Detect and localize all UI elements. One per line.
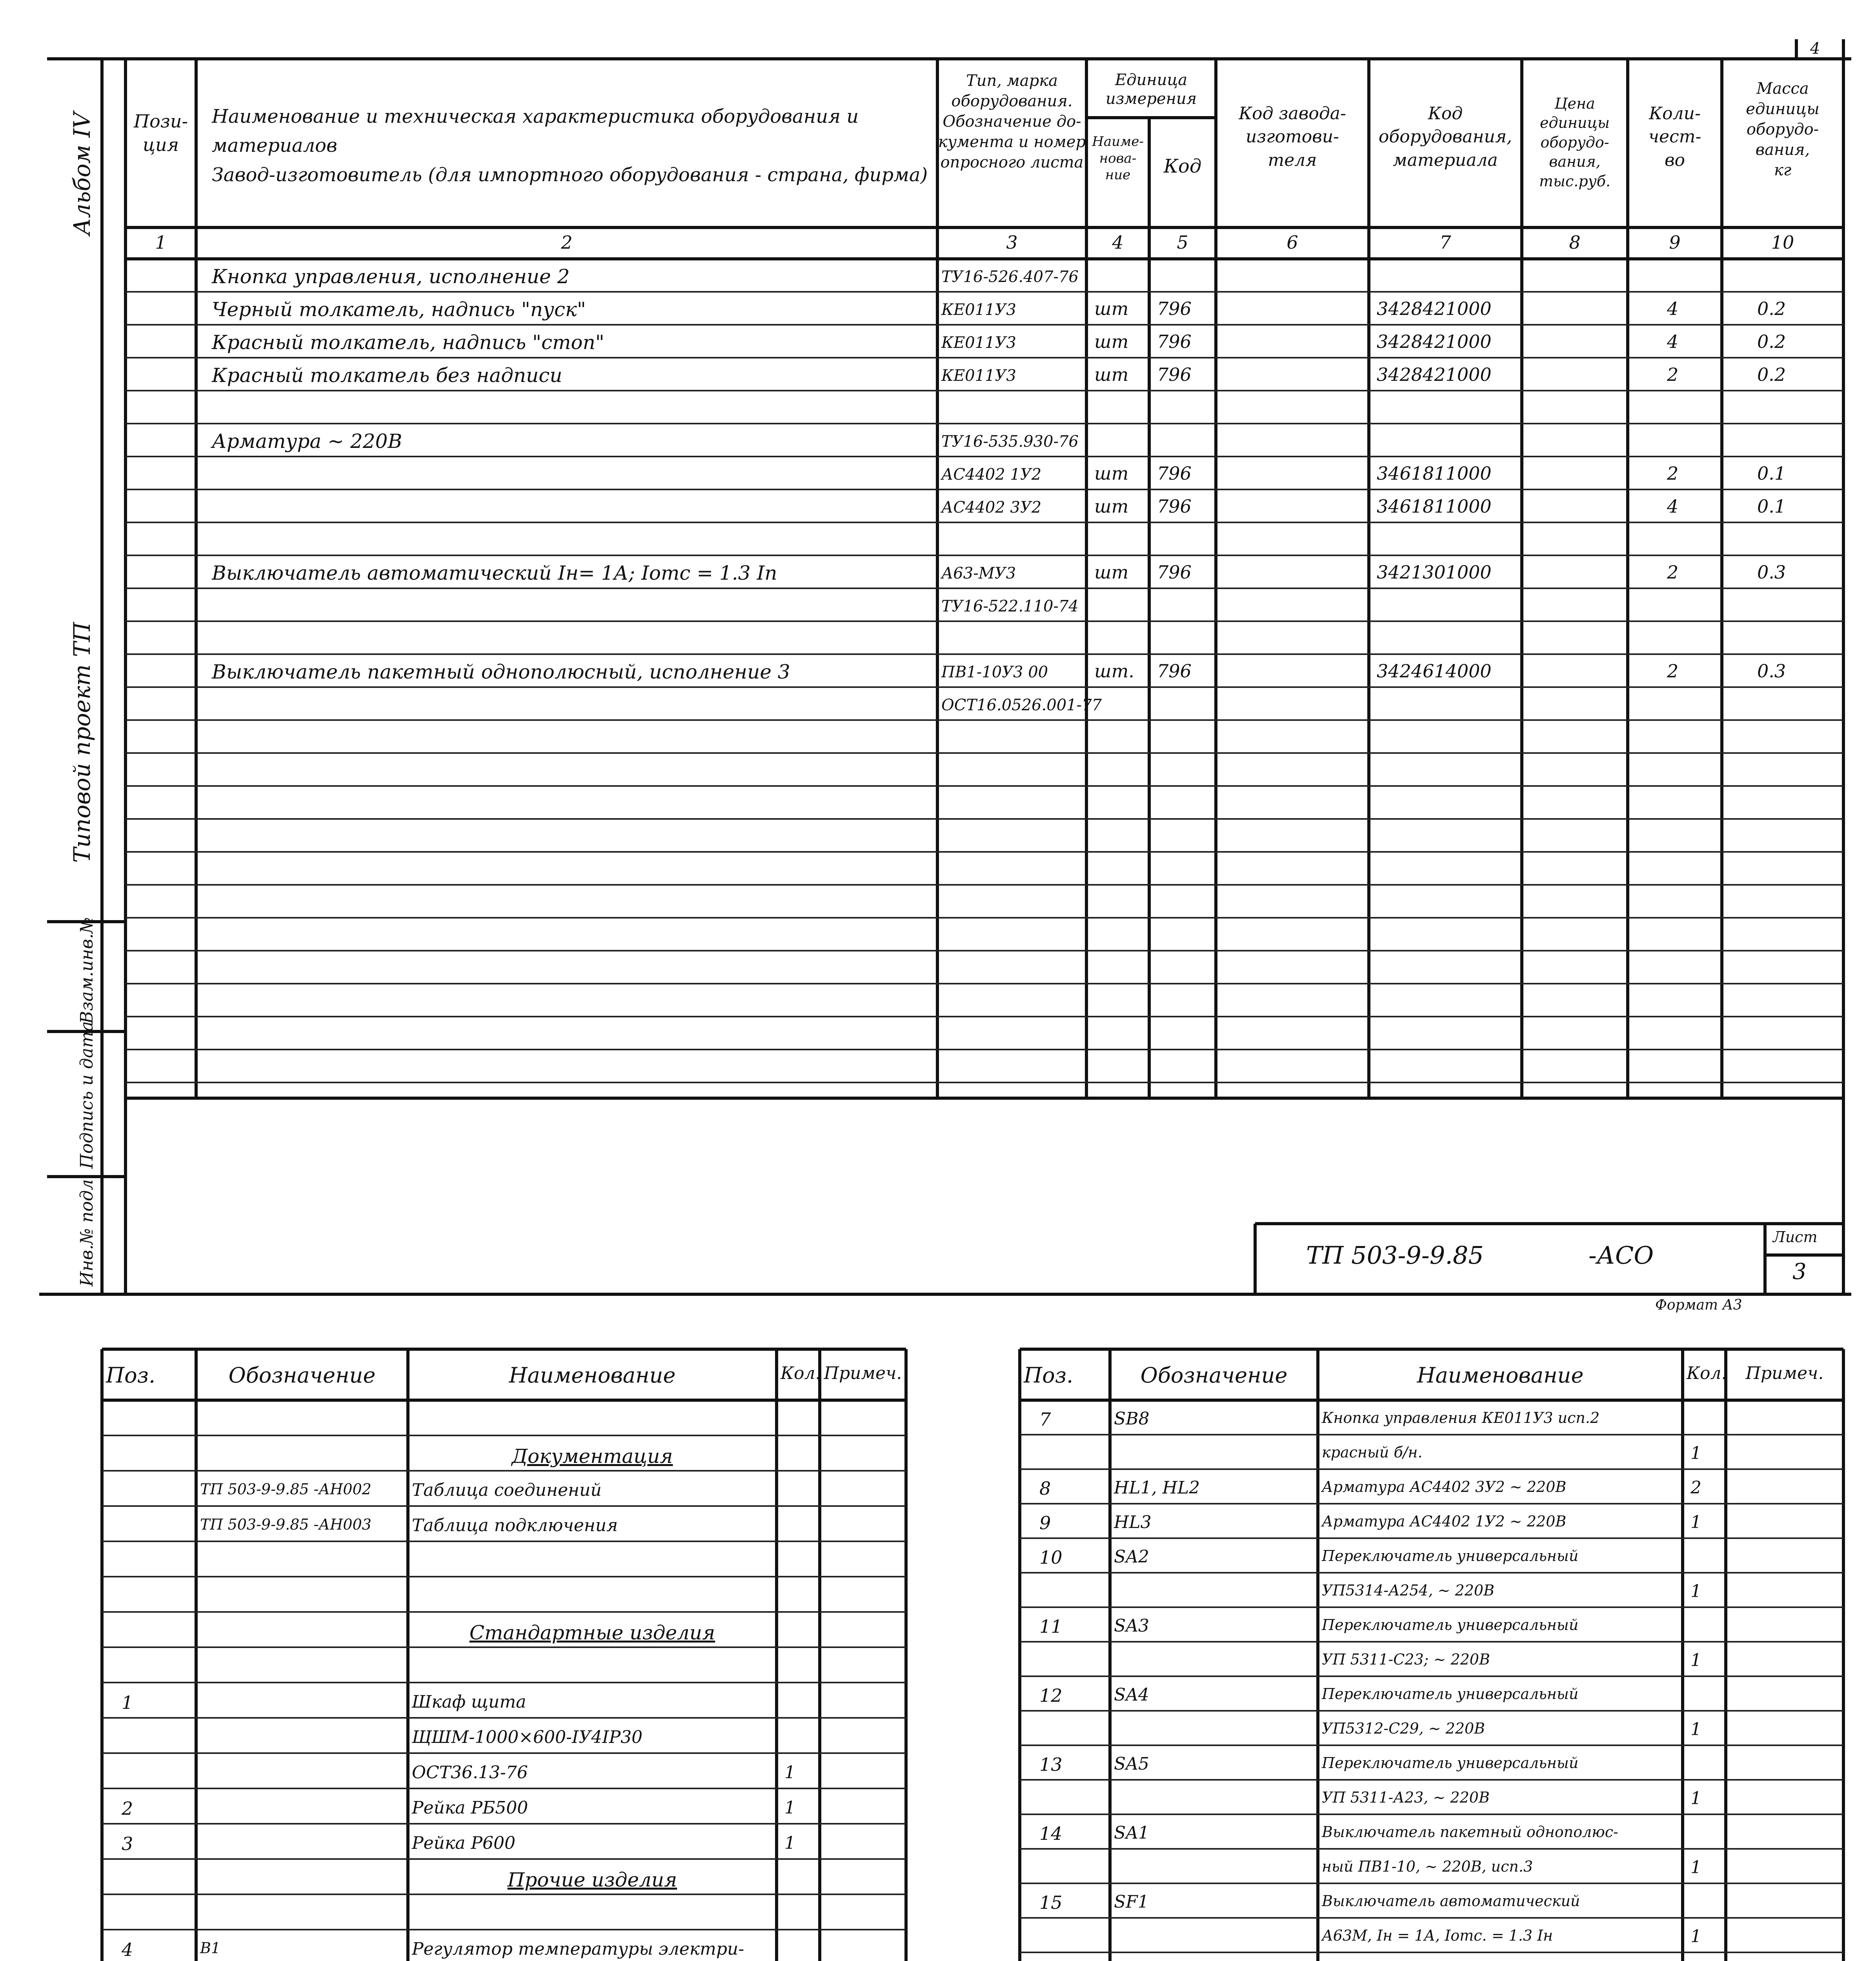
spec-qty: 1: [784, 1763, 795, 1783]
spec-position: 14: [1039, 1823, 1063, 1844]
spec-designation: ТП 503-9-9.85 -АН002: [200, 1481, 371, 1498]
header-name: Наименование и техническая характеристика оборудования и материалов Завод-изготовитель (для импортного оборудования - страна, фирма): [212, 106, 928, 186]
equipment-mass: 0.3: [1757, 660, 1786, 682]
spec-qty: 1: [784, 1833, 795, 1853]
equipment-unit-code: 796: [1157, 364, 1192, 385]
equipment-type: ТУ16-535.930-76: [941, 433, 1079, 451]
equipment-mass: 0.3: [1757, 562, 1786, 583]
column-header: Примеч.: [1745, 1363, 1824, 1383]
spec-name: ЩШМ-1000×600-IУ4IР30: [412, 1727, 643, 1747]
spec-name: А63М, Iн = 1А, Iотс. = 1.3 Iн: [1322, 1927, 1553, 1944]
equipment-name: Выключатель автоматический Iн= 1А; Iотс = 1.3 Iп: [212, 562, 777, 584]
column-number: 2: [561, 232, 573, 253]
equipment-mass: 0.2: [1757, 298, 1786, 319]
spec-qty: 1: [1690, 1650, 1701, 1670]
equipment-type: КЕ011У3: [941, 334, 1016, 352]
equipment-name: Арматура ~ 220В: [212, 430, 402, 453]
equipment-material-code: 3461811000: [1377, 463, 1492, 484]
equipment-unit: шт.: [1094, 660, 1134, 682]
spec-name: УП5314-А254, ~ 220В: [1322, 1582, 1494, 1599]
spec-name: Рейка РБ500: [412, 1798, 528, 1818]
equipment-unit-code: 796: [1157, 496, 1192, 517]
spec-name: Переключатель универсальный: [1322, 1754, 1579, 1772]
equipment-type: КЕ011У3: [941, 301, 1016, 319]
equipment-material-code: 3428421000: [1377, 298, 1492, 319]
header-material-code: Код оборудования, материала: [1378, 104, 1512, 170]
spec-name: УП 5311-А23, ~ 220В: [1322, 1789, 1490, 1806]
spec-position: 3: [122, 1833, 133, 1854]
spec-name: Арматура АС4402 1У2 ~ 220В: [1322, 1513, 1567, 1530]
spec-position: 9: [1039, 1512, 1051, 1534]
header-unit: Единица измерения: [1105, 71, 1197, 108]
equipment-mass: 0.2: [1757, 331, 1786, 352]
equipment-qty: 2: [1667, 660, 1679, 682]
equipment-name: Черный толкатель, надпись "пуск": [212, 298, 586, 321]
spec-position: 10: [1039, 1547, 1063, 1568]
column-header: Обозначение: [1140, 1363, 1288, 1388]
spec-name: Переключатель универсальный: [1322, 1685, 1579, 1703]
header-unit-code: Код: [1163, 155, 1202, 177]
spec-name: Таблица соединений: [412, 1480, 602, 1500]
top-stamp-sheet: 3: [1792, 1259, 1807, 1284]
column-header: Наименование: [1417, 1363, 1584, 1388]
equipment-material-code: 3421301000: [1377, 562, 1492, 583]
spec-designation: SB8: [1114, 1409, 1150, 1429]
header-unit-name: Наиме- нова- ние: [1092, 134, 1144, 183]
top-format: Формат А3: [1655, 1297, 1742, 1313]
column-number: 6: [1286, 232, 1298, 253]
spec-position: 15: [1039, 1892, 1063, 1913]
equipment-unit: шт: [1094, 331, 1129, 352]
spec-qty: 1: [784, 1798, 795, 1818]
spec-position: 12: [1039, 1685, 1063, 1706]
spec-designation: SA4: [1114, 1685, 1149, 1705]
spec-designation: HL1, HL2: [1114, 1478, 1200, 1498]
equipment-unit-code: 796: [1157, 331, 1192, 352]
column-header: Примеч.: [824, 1363, 902, 1383]
spec-qty: 2: [1690, 1478, 1701, 1498]
header-price: Цена единицы оборудо- вания, тыс.руб.: [1539, 95, 1610, 190]
spec-designation: HL3: [1114, 1512, 1152, 1532]
spec-name: Таблица подключения: [412, 1515, 618, 1535]
column-number: 5: [1177, 232, 1188, 253]
equipment-material-code: 3428421000: [1377, 364, 1492, 385]
equipment-name: Выключатель пакетный однополюсный, исполнение 3: [212, 660, 790, 683]
spec-designation: SA5: [1114, 1754, 1149, 1774]
column-header: Наименование: [509, 1363, 676, 1388]
equipment-unit: шт: [1094, 496, 1129, 517]
side-label-inv: Инв.№ подл.: [77, 1173, 97, 1286]
spec-name: красный б/н.: [1322, 1444, 1423, 1461]
equipment-qty: 4: [1667, 496, 1679, 517]
spec-name: ный ПВ1-10, ~ 220В, исп.3: [1322, 1858, 1533, 1875]
spec-name: Выключатель пакетный однополюс-: [1322, 1823, 1618, 1841]
spec-qty: 1: [1690, 1443, 1701, 1463]
equipment-unit-code: 796: [1157, 562, 1192, 583]
equipment-material-code: 3428421000: [1377, 331, 1492, 352]
spec-qty: 1: [1690, 1719, 1701, 1739]
spec-position: 1: [122, 1692, 133, 1713]
equipment-unit-code: 796: [1157, 660, 1192, 682]
equipment-qty: 2: [1667, 364, 1679, 385]
equipment-mass: 0.2: [1757, 364, 1786, 385]
spec-position: 2: [122, 1798, 133, 1819]
equipment-qty: 4: [1667, 331, 1679, 352]
header-factory-code: Код завода- изготови- теля: [1239, 104, 1346, 170]
equipment-type: ТУ16-522.110-74: [941, 597, 1079, 615]
equipment-unit-code: 796: [1157, 463, 1192, 484]
spec-name: УП5312-С29, ~ 220В: [1322, 1720, 1485, 1737]
top-stamp-sheet-label: Лист: [1773, 1228, 1818, 1246]
spec-name: Регулятор температуры электри-: [412, 1939, 744, 1959]
column-number: 3: [1006, 232, 1018, 253]
section-heading: Документация: [511, 1445, 673, 1468]
header-qty: Коли- чест- во: [1648, 104, 1701, 170]
equipment-mass: 0.1: [1757, 496, 1786, 517]
section-heading: Прочие изделия: [507, 1868, 677, 1891]
spec-name: Переключатель универсальный: [1322, 1616, 1579, 1634]
spec-name: Кнопка управления КЕ011У3 исп.2: [1322, 1409, 1600, 1426]
side-label-replace: Взам.инв.№: [77, 917, 97, 1024]
header-position: Пози- ция: [133, 111, 188, 155]
spec-designation: SA3: [1114, 1616, 1149, 1636]
column-number: 4: [1112, 232, 1124, 253]
column-header: Кол.: [1687, 1363, 1727, 1383]
equipment-unit: шт: [1094, 463, 1129, 484]
spec-designation: SA2: [1114, 1547, 1149, 1567]
spec-name: Шкаф щита: [412, 1692, 526, 1712]
spec-name: Переключатель универсальный: [1322, 1547, 1579, 1564]
column-number: 7: [1439, 232, 1451, 253]
spec-qty: 1: [1690, 1512, 1701, 1532]
equipment-name: Кнопка управления, исполнение 2: [212, 265, 570, 288]
spec-position: 13: [1039, 1754, 1063, 1775]
spec-qty: 1: [1690, 1581, 1701, 1601]
side-label-sign: Подпись и дата: [77, 1021, 97, 1169]
spec-name: Выключатель автоматический: [1322, 1892, 1580, 1910]
equipment-type: А63-МУ3: [941, 564, 1016, 582]
column-header: Обозначение: [228, 1363, 376, 1388]
equipment-type: КЕ011У3: [941, 367, 1016, 385]
section-heading: Стандартные изделия: [469, 1621, 715, 1644]
spec-designation: ТП 503-9-9.85 -АН003: [200, 1516, 371, 1533]
side-label-album: Альбом IV: [69, 112, 95, 235]
equipment-unit: шт: [1094, 298, 1129, 319]
header-mass: Масса единицы оборудо- вания, кг: [1746, 80, 1820, 179]
equipment-type: ПВ1-10У3 00: [941, 663, 1048, 681]
spec-position: 8: [1039, 1478, 1051, 1499]
side-label-project: Типовой проект ТП: [69, 622, 95, 863]
spec-position: 11: [1039, 1616, 1063, 1637]
spec-name: Арматура АС4402 3У2 ~ 220В: [1322, 1478, 1567, 1495]
column-header: Поз.: [106, 1363, 156, 1388]
column-header: Поз.: [1024, 1363, 1074, 1388]
equipment-qty: 2: [1667, 463, 1679, 484]
column-number: 9: [1669, 232, 1681, 253]
equipment-name: Красный толкатель, надпись "стоп": [212, 331, 604, 354]
equipment-qty: 2: [1667, 562, 1679, 583]
spec-position: 7: [1039, 1409, 1051, 1430]
spec-position: 4: [122, 1939, 133, 1960]
equipment-type: ТУ16-526.407-76: [941, 268, 1079, 286]
equipment-material-code: 3461811000: [1377, 496, 1492, 517]
spec-qty: 1: [1690, 1926, 1701, 1946]
spec-designation: SF1: [1114, 1892, 1149, 1912]
header-type: Тип, марка оборудования. Обозначение до- кумента и номер опросного листа: [938, 72, 1086, 171]
spec-name: Рейка Р600: [412, 1833, 516, 1853]
equipment-unit: шт: [1094, 364, 1129, 385]
equipment-type: АС4402 3У2: [941, 498, 1042, 517]
spec-qty: 1: [1690, 1857, 1701, 1877]
top-stamp-code: ТП 503-9-9.85: [1306, 1241, 1484, 1270]
column-number: 8: [1569, 232, 1581, 253]
equipment-unit-code: 796: [1157, 298, 1192, 319]
top-stamp-suffix: -АСО: [1589, 1241, 1654, 1270]
equipment-type: ОСТ16.0526.001-77: [941, 696, 1102, 714]
spec-designation: В1: [200, 1939, 221, 1957]
spec-name: УП 5311-С23; ~ 220В: [1322, 1651, 1490, 1668]
equipment-type: АС4402 1У2: [941, 466, 1042, 484]
spec-qty: 1: [1690, 1788, 1701, 1808]
spec-name: ОСТ36.13-76: [412, 1763, 528, 1783]
equipment-name: Красный толкатель без надписи: [212, 364, 562, 387]
column-number: 10: [1771, 232, 1794, 253]
page-number: 4: [1810, 40, 1820, 58]
equipment-unit: шт: [1094, 562, 1129, 583]
column-header: Кол.: [781, 1363, 821, 1383]
equipment-material-code: 3424614000: [1377, 660, 1492, 682]
column-number: 1: [155, 232, 167, 253]
equipment-qty: 4: [1667, 298, 1679, 319]
equipment-mass: 0.1: [1757, 463, 1786, 484]
spec-designation: SA1: [1114, 1823, 1149, 1843]
